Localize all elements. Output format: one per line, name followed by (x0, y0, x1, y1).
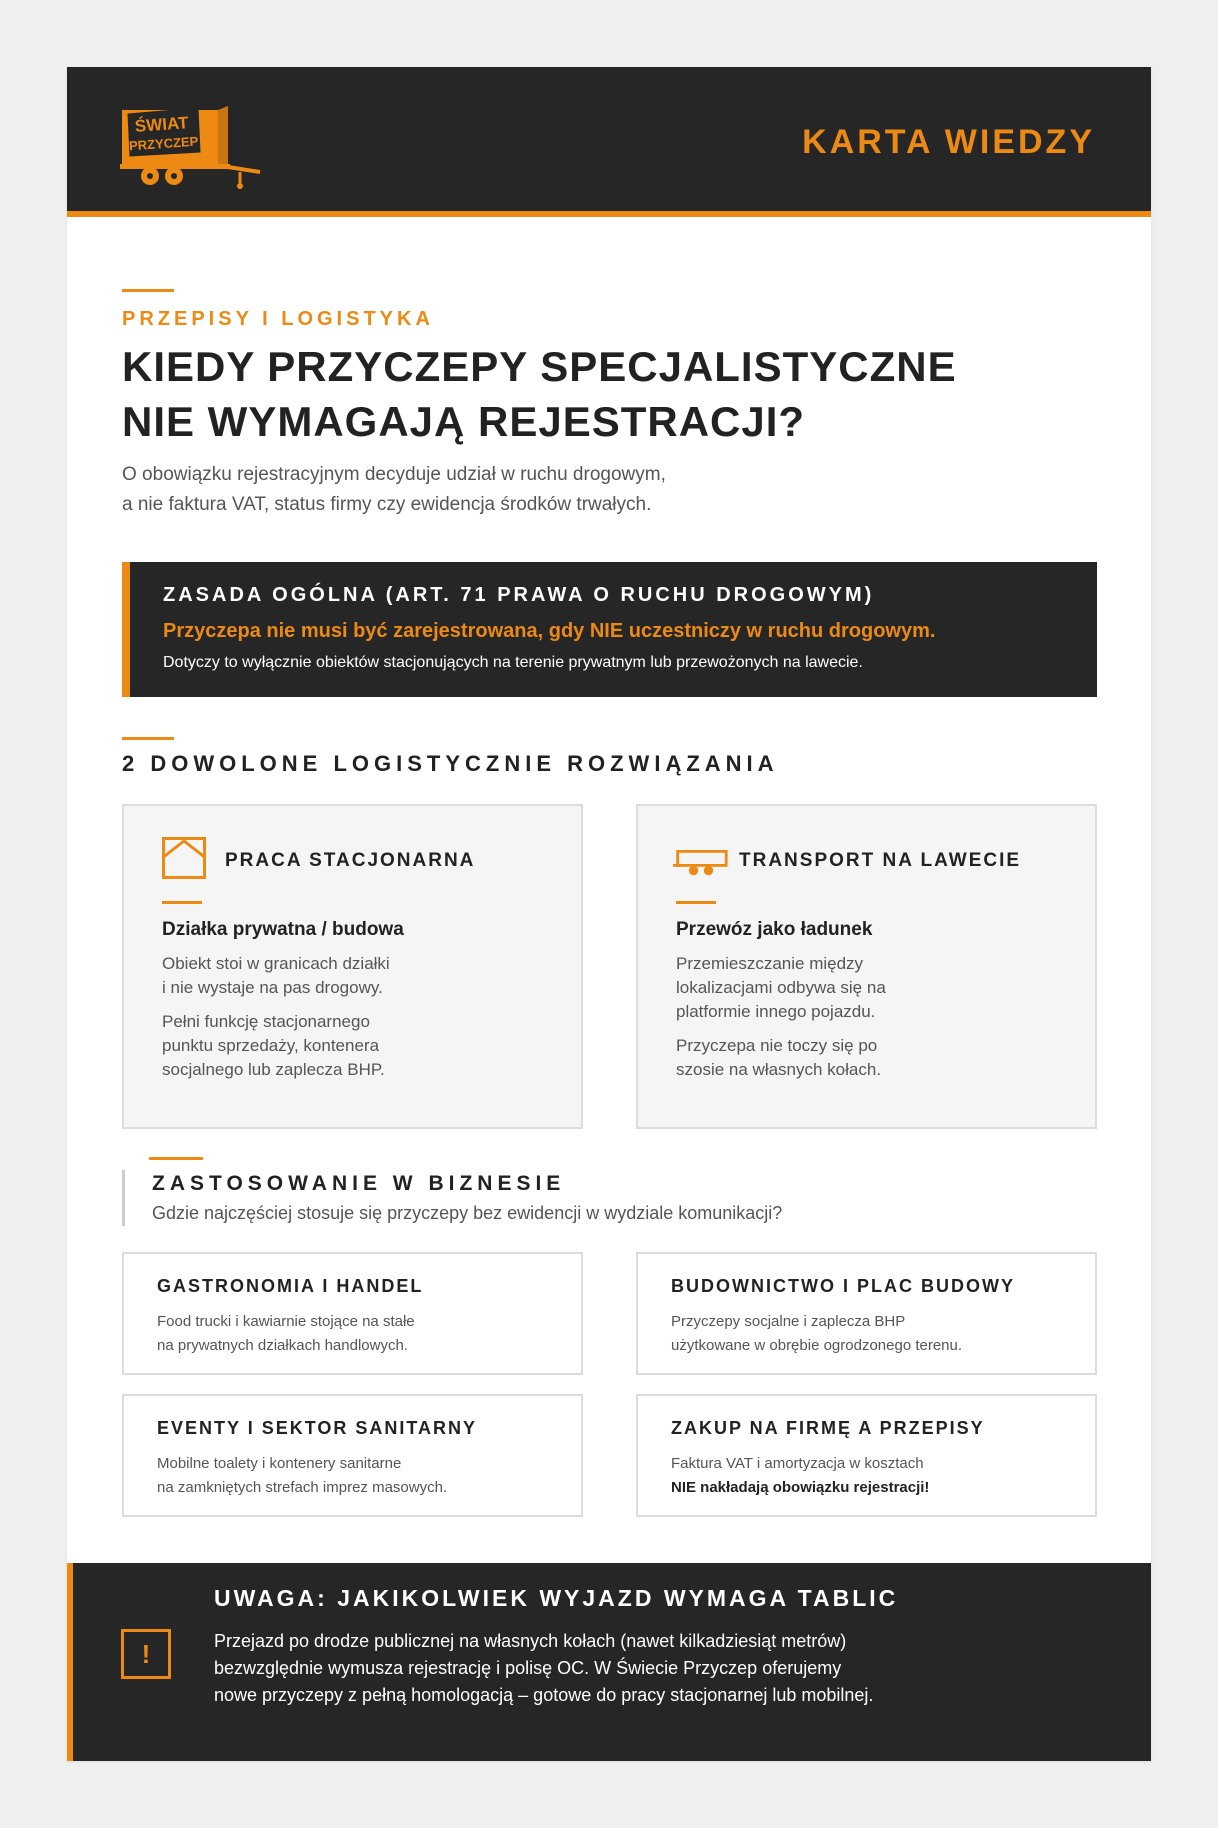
business-card-line: Faktura VAT i amortyzacja w kosztach (671, 1455, 924, 1472)
section-kicker: PRZEPISY I LOGISTYKA (122, 308, 434, 330)
business-card-text (157, 1452, 447, 1500)
solution-paragraph-1 (162, 952, 422, 1000)
business-card-gastronomy (122, 1252, 583, 1375)
trailer-icon (672, 850, 730, 878)
solution-text-line: Przyczepa nie toczy się po (676, 1036, 878, 1055)
solution-paragraph-2 (676, 1034, 936, 1082)
business-subheading: Gdzie najczęściej stosuje się przyczepy bez ewidencji w wydziale komunikacji? (152, 1203, 783, 1223)
solution-text-line: Pełni funkcję stacjonarnego (162, 1012, 370, 1031)
business-card-line: na prywatnych działkach handlowych. (157, 1337, 408, 1354)
warning-banner (67, 1563, 1151, 1761)
solution-text-line: Obiekt stoi w granicach działki (162, 954, 390, 973)
business-card-line: Food trucki i kawiarnie stojące na stałe (157, 1313, 415, 1330)
solution-paragraph-1 (676, 952, 936, 1024)
lead-line1: O obowiązku rejestracyjnym decyduje udział w ruchu drogowym, (122, 464, 666, 485)
solution-text-line: punktu sprzedaży, kontenera (162, 1036, 380, 1055)
solution-title: PRACA STACJONARNA (225, 850, 476, 871)
general-rule-box (122, 562, 1097, 697)
business-card-title: ZAKUP NA FIRMĘ A PRZEPISY (671, 1418, 985, 1438)
business-card-text (671, 1310, 962, 1358)
house-icon (162, 837, 206, 879)
business-card-line: użytkowane w obrębie ogrodzonego terenu. (671, 1337, 963, 1354)
business-heading-block (122, 1170, 783, 1226)
header-bar (67, 67, 1151, 217)
solution-text-line: socjalnego lub zaplecza BHP. (162, 1060, 385, 1079)
solution-accent-line (162, 901, 202, 904)
solutions-heading: 2 DOWOLONE LOGISTYCZNIE ROZWIĄZANIA (122, 751, 779, 776)
rule-note: Dotyczy to wyłącznie obiektów stacjonujących na terenie prywatnym lub przewożonych na lawecie. (163, 654, 863, 671)
business-card-company-purchase (636, 1394, 1097, 1517)
logo-text-line1: ŚWIAT (134, 113, 189, 136)
knowledge-card (67, 67, 1151, 1761)
business-card-line: Mobilne toalety i kontenery sanitarne (157, 1455, 402, 1472)
warning-icon: ! (121, 1629, 171, 1679)
solutions-accent-line (122, 737, 174, 740)
page-title: KARTA WIEDZY (802, 123, 1095, 161)
solution-card-stationary (122, 804, 583, 1129)
business-card-title: EVENTY I SEKTOR SANITARNY (157, 1418, 478, 1438)
main-heading-line2: NIE WYMAGAJĄ REJESTRACJI? (122, 398, 806, 445)
solution-paragraph-2 (162, 1010, 422, 1082)
swiat-przyczep-logo[interactable] (120, 100, 264, 190)
solution-subtitle: Działka prywatna / budowa (162, 919, 404, 940)
solution-text-line: szosie na własnych kołach. (676, 1060, 882, 1079)
solution-text-line: i nie wystaje na pas drogowy. (162, 978, 383, 997)
solution-text-line: platformie innego pojazdu. (676, 1002, 876, 1021)
warning-line: Przejazd po drodze publicznej na własnych kołach (nawet kilkadziesiąt metrów) (214, 1631, 847, 1651)
solution-text-line: Przemieszczanie między (676, 954, 864, 973)
business-card-text (157, 1310, 415, 1358)
solution-text-line: lokalizacjami odbywa się na (676, 978, 886, 997)
business-card-text (671, 1452, 929, 1500)
business-accent-line (149, 1157, 203, 1160)
rule-title: ZASADA OGÓLNA (ART. 71 PRAWA O RUCHU DROGOWYM) (163, 584, 875, 606)
rule-highlight: Przyczepa nie musi być zarejestrowana, gdy NIE uczestniczy w ruchu drogowym. (163, 620, 936, 642)
main-heading (122, 339, 1022, 449)
kicker-accent-line (122, 289, 174, 292)
business-card-construction (636, 1252, 1097, 1375)
lead-paragraph (122, 460, 822, 520)
main-heading-line1: KIEDY PRZYCZEPY SPECJALISTYCZNE (122, 343, 957, 390)
solution-card-transport (636, 804, 1097, 1129)
solution-subtitle: Przewóz jako ładunek (676, 919, 873, 940)
lead-line2: a nie faktura VAT, status firmy czy ewidencja środków trwałych. (122, 494, 652, 515)
business-card-title: GASTRONOMIA I HANDEL (157, 1276, 424, 1296)
warning-line: nowe przyczepy z pełną homologacją – gotowe do pracy stacjonarnej lub mobilnej. (214, 1685, 874, 1705)
business-card-title: BUDOWNICTWO I PLAC BUDOWY (671, 1276, 1015, 1296)
business-card-line: na zamkniętych strefach imprez masowych. (157, 1479, 448, 1496)
business-heading: ZASTOSOWANIE W BIZNESIE (152, 1172, 566, 1195)
solution-accent-line (676, 901, 716, 904)
business-card-line: Przyczepy socjalne i zaplecza BHP (671, 1313, 906, 1330)
warning-text (214, 1628, 873, 1709)
solution-title: TRANSPORT NA LAWECIE (739, 850, 1022, 871)
warning-title: UWAGA: JAKIKOLWIEK WYJAZD WYMAGA TABLIC (214, 1585, 899, 1611)
business-card-line-emphasis: NIE nakładają obowiązku rejestracji! (671, 1479, 930, 1496)
warning-line: bezwzględnie wymusza rejestrację i polisę OC. W Świecie Przyczep oferujemy (214, 1658, 842, 1678)
logo-text-line2: PRZYCZEP (128, 133, 199, 154)
business-card-events (122, 1394, 583, 1517)
